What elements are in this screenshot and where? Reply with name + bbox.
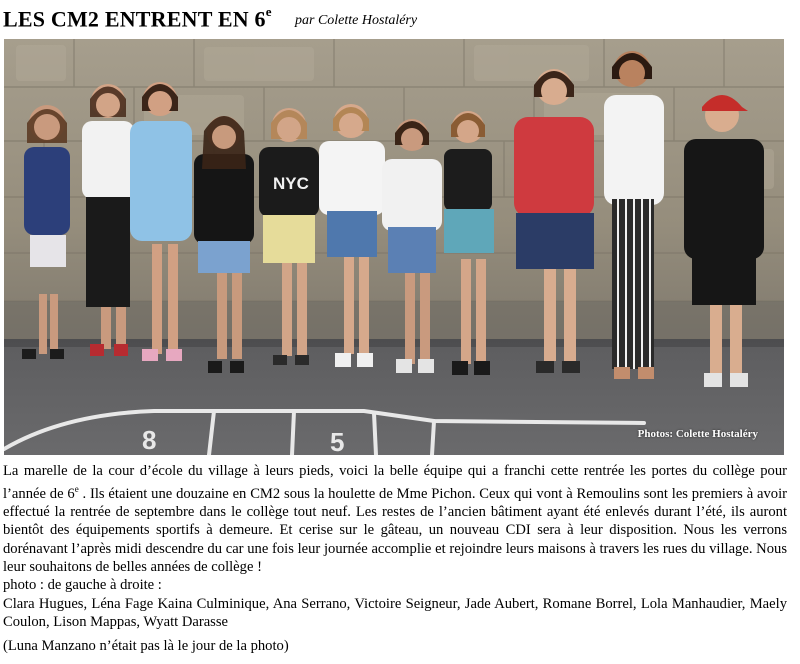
hopscotch-number-8: 8 [142,425,157,455]
photo-caption-names: Clara Hugues, Léna Fage Kaina Culminique, Ana Serrano, Victoire Seigneur, Jade Aubert, Romane Borrel, Lola Manhaudier, Maely Coulon, Lison Mappas, Wyatt Darasse [3,596,787,631]
hopscotch-number-5: 5 [330,427,345,455]
article-header [3,6,793,34]
article-body: La marelle de la cour d’école du village à leurs pieds, voici la belle équipe qui a franchi cette rentrée les portes du collège pour l’année de 6e . Ils étaient une douzaine en CM2 sous la houlette de Mme Pichon. Ceux qui vont à Remoulins sont les premiers à avoir effectué la rentrée de septembre dans le collège tout neuf. Les restes de l’ancien bâtiment ayant été enlevés durant l’été, ils auront bientôt des équipements sportifs à demeure. Et cerise sur le gâteau, un nouveau CDI sera à leur disposition. Nous les verrons dorénavant l’après midi descendre du car une fois leur journée accomplie et rejoindre leurs maisons à travers les rues du village. Nous leur souhaitons de belles années de collège ! [3,463,787,575]
article-byline: par Colette Hostaléry [295,13,418,28]
group-photo [4,39,784,455]
photo-caption-absent-note: (Luna Manzano n’était pas là le jour de la photo) [3,638,289,654]
article-title: LES CM2 ENTRENT EN 6e [3,4,272,32]
photo-credit: Photos: Colette Hostaléry [637,428,758,440]
photo-caption-heading: photo : de gauche à droite : [3,577,162,593]
nyc-shirt-print: NYC [273,174,309,193]
